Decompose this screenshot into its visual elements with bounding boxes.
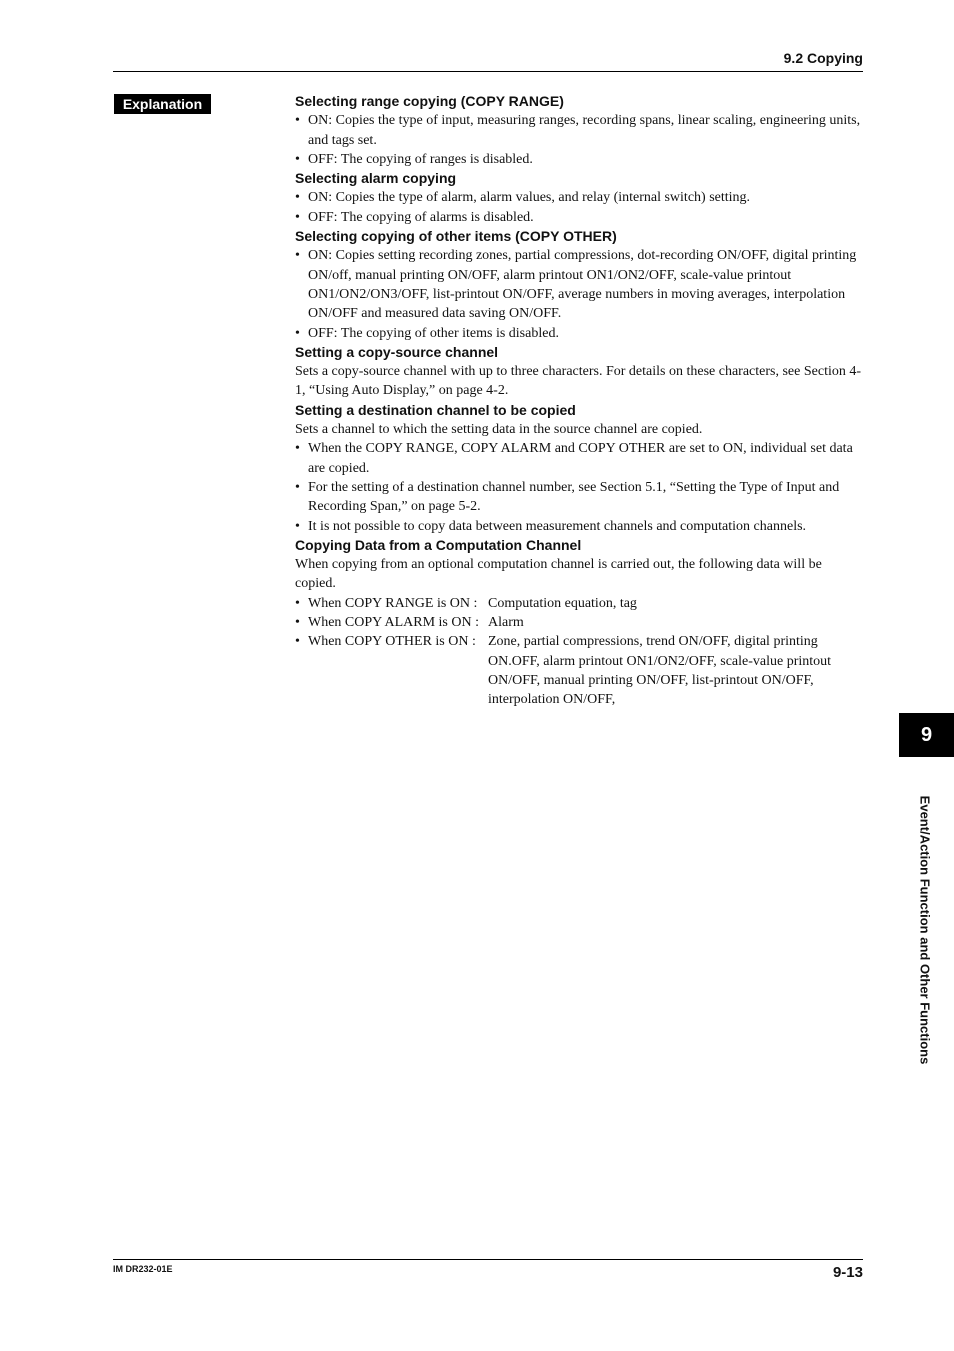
bullet-item: • OFF: The copying of other items is disabled.: [295, 324, 863, 343]
main-content: [295, 92, 863, 710]
bullet-item: • OFF: The copying of alarms is disabled.: [295, 208, 863, 227]
definition-body: Alarm: [488, 615, 524, 631]
section-heading: Copying Data from a Computation Channel: [295, 536, 582, 553]
definition-body: Computation equation, tag: [488, 595, 637, 611]
footer-divider: [113, 1259, 863, 1260]
section-heading: Selecting range copying (COPY RANGE): [295, 93, 564, 109]
section-paragraph: When copying from an optional computation channel is carried out, the following data will be copied.: [295, 557, 822, 592]
definition-term: • When COPY OTHER is ON :: [308, 634, 476, 650]
bullet-list: [295, 246, 863, 342]
definition-term: • When COPY ALARM is ON :: [308, 615, 479, 631]
section-computation-channel: [295, 536, 863, 710]
section-copy-range: [295, 92, 863, 169]
bullet-item: • It is not possible to copy data between measurement channels and computation channels.: [295, 517, 863, 536]
section-paragraph: Sets a copy-source channel with up to three characters. For details on these characters, see Section 4-1, “Using Auto Display,” on page 4-2.: [295, 364, 862, 399]
running-header: 9.2 Copying: [783, 50, 863, 66]
section-heading: Setting a copy-source channel: [295, 343, 499, 360]
document-id: IM DR232-01E: [113, 1264, 173, 1274]
bullet-list: [295, 188, 863, 227]
bullet-item: • ON: Copies the type of alarm, alarm values, and relay (internal switch) setting.: [295, 188, 863, 207]
section-alarm-copying: [295, 169, 863, 227]
definition-item: [295, 613, 863, 632]
bullet-item: • When the COPY RANGE, COPY ALARM and COPY OTHER are set to ON, individual set data are copied.: [295, 439, 863, 478]
section-destination-channel: [295, 401, 863, 536]
section-copy-source-channel: [295, 343, 863, 401]
section-heading: Selecting alarm copying: [295, 170, 457, 187]
section-heading: Selecting copying of other items (COPY OTHER): [295, 228, 617, 245]
definition-body: Zone, partial compressions, trend ON/OFF, digital printing ON.OFF, alarm printout ON1/ON2/OFF, scale-value printout ON/OFF, manual printing ON/OFF, list-printout ON/OFF, interpolation ON/OFF,: [488, 634, 832, 708]
section-heading: Setting a destination channel to be copied: [295, 401, 576, 418]
section-paragraph: Sets a channel to which the setting data in the source channel are copied.: [295, 422, 703, 438]
chapter-side-title: Event/Action Function and Other Functions: [917, 795, 933, 1065]
bullet-item: • OFF: The copying of ranges is disabled.: [295, 150, 863, 169]
bullet-item: • ON: Copies setting recording zones, partial compressions, dot-recording ON/OFF, digital printing ON/off, manual printing ON/OFF, alarm printout ON1/ON2/OFF, scale-value printout ON1/ON2/ON3/OFF, list-printout ON/OFF, average numbers in moving averages, interpolation ON/OFF and measured data saving ON/OFF.: [295, 246, 863, 323]
bullet-item: • For the setting of a destination channel number, see Section 5.1, “Setting the Type of Input and Recording Span,” on page 5-2.: [295, 478, 863, 517]
bullet-item: • ON: Copies the type of input, measuring ranges, recording spans, linear scaling, engineering units, and tags set.: [295, 111, 863, 150]
bullet-list: [295, 439, 863, 535]
page-number: 9-13: [832, 1264, 863, 1281]
definition-term: • When COPY RANGE is ON :: [308, 595, 478, 611]
explanation-label: Explanation: [114, 94, 211, 114]
definition-item: [295, 632, 863, 709]
section-copy-other: [295, 227, 863, 343]
header-divider: [113, 71, 863, 72]
definition-item: [295, 594, 863, 613]
chapter-tab: 9: [899, 713, 954, 757]
definition-list: [295, 594, 863, 710]
bullet-list: [295, 111, 863, 169]
